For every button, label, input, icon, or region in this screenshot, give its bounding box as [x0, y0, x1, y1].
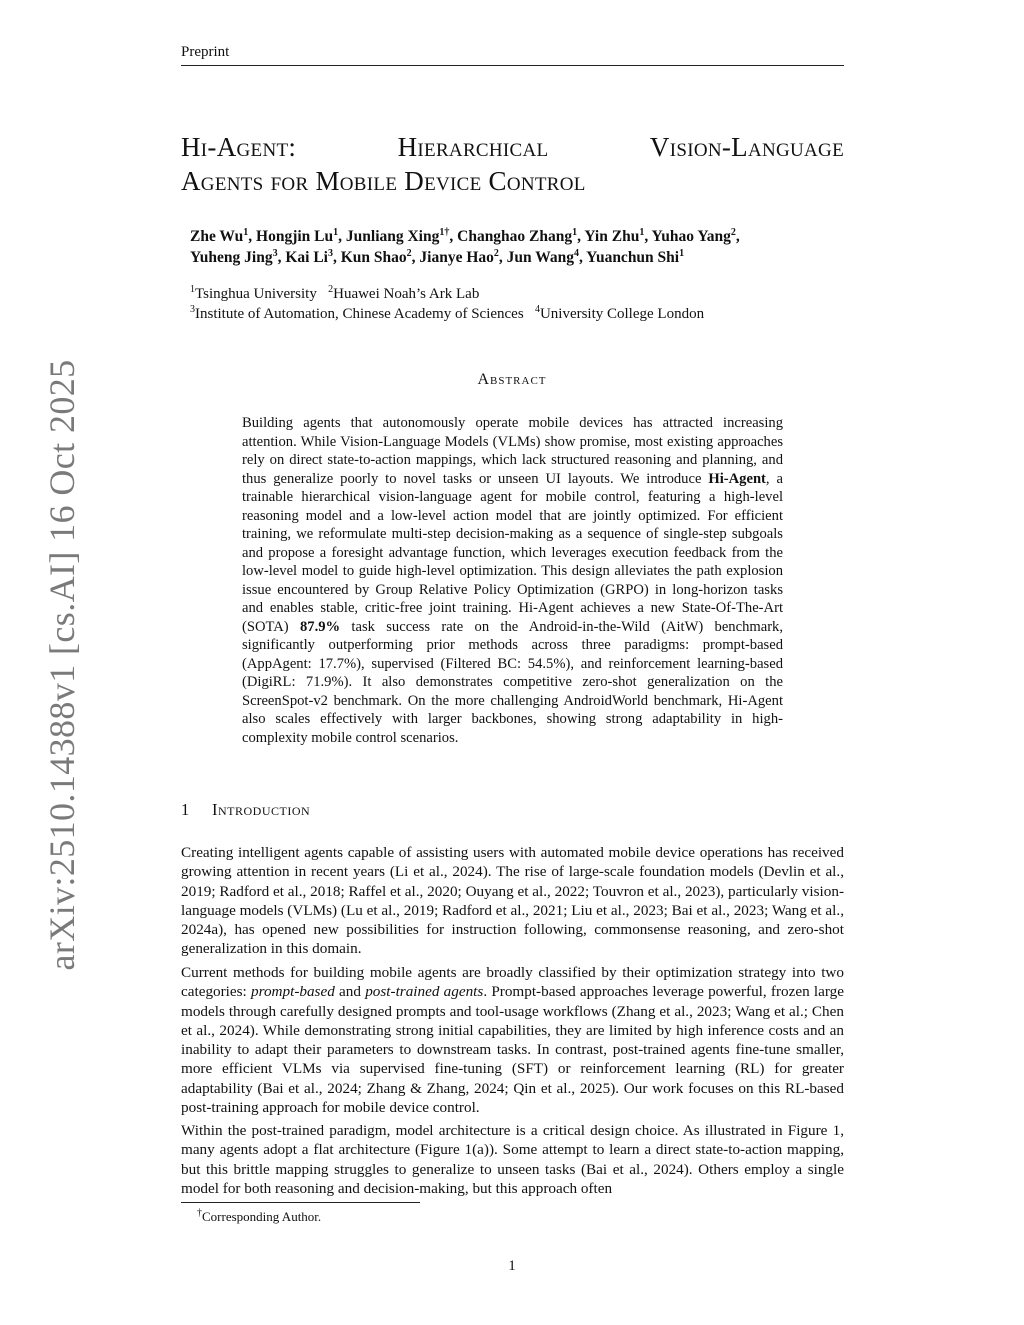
header-rule [181, 65, 844, 66]
title-line-1 [181, 130, 844, 164]
intro-paragraph: Creating intelligent agents capable of assisting users with automated mobile device operations has received growing attention in recent years (Li et al., 2024). The rise of large-scale foundation models (Devlin et al., 2019; Radford et al., 2018; Raffel et al., 2020; Ouyang et al., 2022; Touvron et al., 2023), particularly vision-language models (VLMs) (Lu et al., 2019; Radford et al., 2021; Liu et al., 2023; Bai et al., 2023; Wang et al., 2024a), has opened new possibilities for instruction following, commonsense reasoning, and zero-shot generalization in this domain. [181, 844, 844, 958]
footnote-rule [181, 1202, 420, 1203]
title-word: Hierarchical [397, 132, 549, 162]
section-title: Introduction [212, 800, 311, 819]
title-line-2: Agents for Mobile Device Control [181, 166, 586, 196]
arxiv-identifier-stamp: arXiv:2510.14388v1 [cs.AI] 16 Oct 2025 [42, 359, 82, 971]
section-heading-introduction [181, 800, 310, 820]
title-word: Hi-Agent: [181, 132, 297, 162]
author-list: Zhe Wu$^1$, Hongjin Lu$^1$, Junliang Xing$^{1\dagger}$, Changhao Zhang$^1$, Yin Zhu$^1$, Yuhao Yang$^2$, Yuheng Jing$^3$, Kai Li$^3$, Kun Shao$^2$, Jianye Hao$^2$, Jun Wang$^4$, Yuanchun Shi$^1$ [190, 226, 740, 266]
paper-title [181, 130, 844, 198]
running-header: Preprint [181, 44, 230, 60]
title-word: Vision-Language [649, 132, 844, 162]
section-number: 1 [181, 800, 190, 819]
affiliations: $^1$Tsinghua University $^2$Huawei Noah’s Ark Lab $^3$Institute of Automation, Chinese Academy of Sciences $^4$University College London [190, 284, 705, 322]
abstract-heading: Abstract [477, 371, 547, 388]
intro-paragraph: Current methods for building mobile agents are broadly classified by their optimization strategy into two categories: prompt-based and post-trained agents. Prompt-based approaches leverage powerful, frozen large models through carefully designed prompts and tool-usage workflows (Zhang et al., 2023; Wang et al.; Chen et al., 2024). While demonstrating strong initial capabilities, they are limited by high inference costs and an inability to adapt their parameters to downstream tasks. In contrast, post-trained agents fine-tune smaller, more efficient VLMs via supervised fine-tuning (SFT) or reinforcement learning (RL) for greater adaptability (Bai et al., 2024; Zhang & Zhang, 2024; Qin et al., 2025). Our work focuses on this RL-based post-training approach for mobile device control. [181, 964, 844, 1117]
page-number: 1 [508, 1258, 516, 1274]
intro-paragraph: Within the post-trained paradigm, model architecture is a critical design choice. As illustrated in Figure 1, many agents adopt a flat architecture (Figure 1(a)). Some attempt to learn a direct state-to-action mapping, but this brittle mapping struggles to generalize to unseen tasks (Bai et al., 2024). Others employ a single model for both reasoning and decision-making, but this approach often [181, 1122, 844, 1197]
abstract-body: Building agents that autonomously operate mobile devices has attracted increasing attention. While Vision-Language Models (VLMs) show promise, most existing approaches rely on direct state-to-action mappings, which lack structured reasoning and planning, and thus generalize poorly to novel tasks or unseen UI layouts. We introduce Hi-Agent, a trainable hierarchical vision-language agent for mobile control, featuring a high-level reasoning model and a low-level action model that are jointly optimized. For efficient training, we reformulate multi-step decision-making as a sequence of single-step subgoals and propose a foresight advantage function, which leverages execution feedback from the low-level model to guide high-level optimization. This design alleviates the path explosion issue encountered by Group Relative Policy Optimization (GRPO) in long-horizon tasks and enables stable, critic-free joint training. Hi-Agent achieves a new State-Of-The-Art (SOTA) 87.9% task success rate on the Android-in-the-Wild (AitW) benchmark, significantly outperforming prior methods across three paradigms: prompt-based (AppAgent: 17.7%), supervised (Filtered BC: 54.5%), and reinforcement learning-based (DigiRL: 71.9%). It also demonstrates competitive zero-shot generalization on the ScreenSpot-v2 benchmark. On the more challenging AndroidWorld benchmark, Hi-Agent also scales effectively with larger backbones, showing strong adaptability in high-complexity mobile control scenarios. [242, 415, 783, 746]
footnote: †Corresponding Author. [197, 1207, 322, 1224]
